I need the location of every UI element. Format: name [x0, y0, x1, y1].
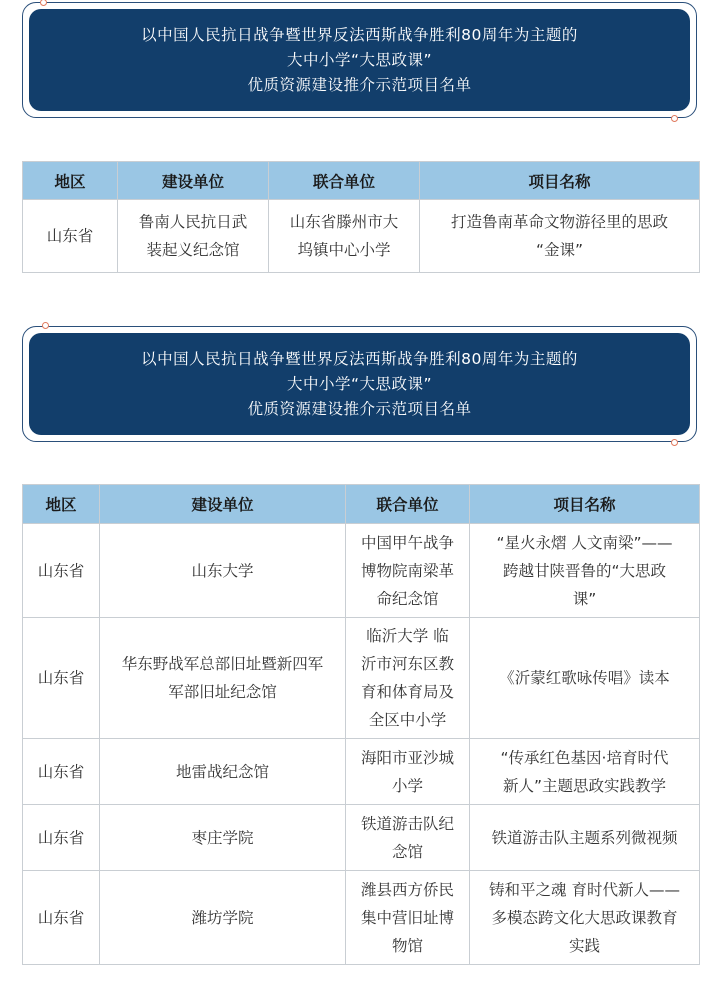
- cell-builder: [100, 739, 346, 805]
- cell-region: 山东省: [23, 524, 100, 618]
- title-banner: [22, 326, 697, 442]
- cell-line: 育和体育局及: [360, 683, 454, 701]
- cell-line: 铸和平之魂 育时代新人——: [489, 880, 680, 899]
- cell-partner: [346, 618, 470, 739]
- title-banner: [22, 2, 697, 118]
- cell-region: 山东省: [23, 618, 100, 739]
- cell-partner: [346, 805, 470, 871]
- cell-partner: [346, 739, 470, 805]
- table-row: [23, 618, 700, 739]
- table-row: [23, 739, 700, 805]
- banner-title-line-1: 以中国人民抗日战争暨世界反法西斯战争胜利80周年为主题的: [141, 25, 578, 44]
- cell-line: 物馆: [391, 936, 423, 955]
- cell-line: 海阳市亚沙城: [360, 748, 454, 767]
- table-row: [23, 524, 700, 618]
- cell-line: 课”: [572, 589, 597, 608]
- cell-project: [470, 524, 700, 618]
- cell-line: 博物院南梁革: [360, 561, 454, 580]
- cell-line: 新人”主题思政实践教学: [502, 776, 667, 795]
- cell-builder: [100, 805, 346, 871]
- table-header-row: [23, 485, 700, 524]
- banner-title-line-3: 优质资源建设推介示范项目名单: [247, 75, 472, 94]
- title-banner-inner: [29, 333, 690, 435]
- decor-dot: [671, 439, 678, 446]
- header-project: 项目名称: [470, 485, 700, 524]
- cell-line: 军部旧址纪念馆: [168, 683, 277, 701]
- cell-project: [470, 871, 700, 965]
- cell-region: 山东省: [23, 739, 100, 805]
- banner-title-line-3: 优质资源建设推介示范项目名单: [247, 399, 472, 418]
- decor-dot: [42, 322, 49, 329]
- table-header-row: [23, 162, 700, 200]
- cell-region: 山东省: [23, 871, 100, 965]
- project-table-1: [22, 161, 700, 273]
- cell-builder: [100, 871, 346, 965]
- cell-line: “传承红色基因·培育时代: [500, 748, 669, 767]
- cell-project: [470, 618, 700, 739]
- cell-line: 临沂大学 临: [366, 627, 449, 645]
- cell-partner: [269, 200, 420, 273]
- decor-dot: [671, 115, 678, 122]
- cell-line: “星火永熠 人文南梁”——: [496, 533, 673, 552]
- table-row: [23, 871, 700, 965]
- project-table-2: [22, 484, 700, 965]
- cell-project: [470, 739, 700, 805]
- banner-title-line-1: 以中国人民抗日战争暨世界反法西斯战争胜利80周年为主题的: [141, 349, 578, 368]
- header-region: 地区: [23, 162, 118, 200]
- cell-line: 全区中小学: [368, 711, 447, 729]
- cell-line: 潍县西方侨民: [360, 880, 454, 899]
- cell-line: 实践: [568, 936, 600, 955]
- title-banner-inner: [29, 9, 690, 111]
- cell-line: 华东野战军总部旧址暨新四军: [121, 655, 324, 673]
- cell-line: 念馆: [391, 842, 423, 861]
- banner-title-line-2: 大中小学“大思政课”: [286, 374, 433, 393]
- cell-region: 山东省: [23, 200, 118, 273]
- header-project: 项目名称: [420, 162, 700, 200]
- cell-line: 鲁南人民抗日武: [138, 213, 248, 231]
- cell-partner: [346, 524, 470, 618]
- cell-line: 坞镇中心小学: [297, 241, 391, 259]
- cell-line: 跨越甘陕晋鲁的“大思政: [502, 561, 667, 580]
- cell-line: 打造鲁南革命文物游径里的思政: [450, 213, 668, 231]
- table-row: [23, 200, 700, 273]
- cell-line: 命纪念馆: [376, 589, 439, 608]
- cell-line: 中国甲午战争: [360, 533, 454, 552]
- cell-line: 潍坊学院: [191, 908, 254, 927]
- cell-project: [470, 805, 700, 871]
- banner-title-line-2: 大中小学“大思政课”: [286, 50, 433, 69]
- cell-line: “金课”: [535, 241, 584, 259]
- cell-line: 装起义纪念馆: [146, 241, 240, 259]
- cell-builder: [100, 618, 346, 739]
- cell-line: 山东省滕州市大: [289, 213, 399, 231]
- header-partner: 联合单位: [269, 162, 420, 200]
- cell-project: [420, 200, 700, 273]
- cell-builder: [118, 200, 269, 273]
- cell-line: 沂市河东区教: [360, 655, 454, 673]
- cell-line: 小学: [391, 776, 423, 795]
- cell-builder: [100, 524, 346, 618]
- table-row: [23, 805, 700, 871]
- cell-line: 《沂蒙红歌咏传唱》读本: [499, 669, 670, 687]
- cell-line: 铁道游击队主题系列微视频: [491, 828, 678, 847]
- cell-line: 铁道游击队纪: [360, 814, 454, 833]
- cell-line: 山东大学: [191, 561, 254, 580]
- cell-line: 地雷战纪念馆: [175, 762, 269, 781]
- cell-partner: [346, 871, 470, 965]
- header-partner: 联合单位: [346, 485, 470, 524]
- cell-line: 多模态跨文化大思政课教育: [491, 908, 678, 927]
- cell-line: 集中营旧址博: [360, 908, 454, 927]
- header-builder: 建设单位: [100, 485, 346, 524]
- cell-region: 山东省: [23, 805, 100, 871]
- header-builder: 建设单位: [118, 162, 269, 200]
- header-region: 地区: [23, 485, 100, 524]
- cell-line: 枣庄学院: [191, 828, 254, 847]
